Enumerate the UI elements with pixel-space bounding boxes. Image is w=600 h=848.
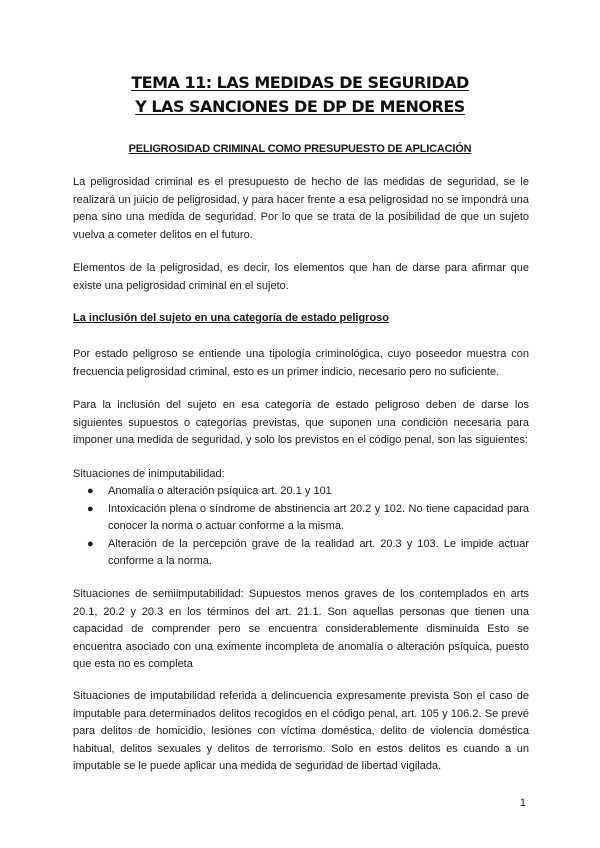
paragraph-imputabilidad: Situaciones de imputabilidad referida a delincuencia expresamente prevista Son el caso de imputable para determinados delitos recogidos en el código penal, art. 105 y 106.2. Se prevé para delitos de homicidio, lesiones con víctima doméstica, delito de violencia doméstica habitual, delitos sexuales y delitos de terrorismo. Solo en estos delitos es cuando a un imputable se le puede aplicar una medida de seguridad de libertad vigilada. <box>73 690 529 773</box>
paragraph-inclusion: Para la inclusión del sujeto en esa categoría de estado peligroso deben de darse los siguientes supuestos o categorías previstas, que suponen una condición necesaria para imponer una medida de seguridad, y solo los previstos en el código penal, son las siguientes: <box>73 399 529 447</box>
list-item-text: Alteración de la percepción grave de la realidad art. 20.3 y 103. Le impide actuar conforme a la norma. <box>108 537 529 568</box>
list-item <box>73 536 529 571</box>
inimputabilidad-list <box>73 483 529 571</box>
paragraph-estado-peligroso: Por estado peligroso se entiende una tipología criminológica, cuyo poseedor muestra con frecuencia peligrosidad criminal, esto es un primer indicio, necesario pero no suficiente. <box>73 348 529 378</box>
list-item <box>73 501 529 536</box>
list-item <box>73 483 529 501</box>
paragraph-semiimputabilidad: Situaciones de semiimputabilidad: Supuestos menos graves de los contemplados en arts 20.1, 20.2 y 20.3 en los términos del art. 21.1. Son aquellas personas que tienen una capacidad de comprender pero se encuentra considerablemente disminuida Esto se encuentra asociado con una eximente incompleta de anomalía o alteración psíquica, puesto que esta no es completa <box>73 588 529 671</box>
list-intro: Situaciones de inimputabilidad: <box>73 468 225 480</box>
list-item-text: Intoxicación plena o síndrome de abstinencia art 20.2 y 102. No tiene capacidad para conocer la norma o actuar conforme a la misma. <box>108 502 529 533</box>
section-subtitle: PELIGROSIDAD CRIMINAL COMO PRESUPUESTO DE APLICACIÓN <box>128 143 472 155</box>
document-title-line-1: TEMA 11: LAS MEDIDAS DE SEGURIDAD <box>131 73 469 92</box>
bullet-icon: ● <box>87 485 94 497</box>
paragraph-peligrosidad: La peligrosidad criminal es el presupuesto de hecho de las medidas de seguridad, se le realizará un juicio de peligrosidad, y para hacer frente a esa peligrosidad no se impondrá una pena sino una medida de seguridad. Por lo que se trata de la posibilidad de que un sujeto vuelva a cometer delitos en el futuro. <box>73 176 529 241</box>
bullet-icon: ● <box>87 502 94 515</box>
paragraph-elementos: Elementos de la peligrosidad, es decir, los elementos que han de darse para afirmar que existe una peligrosidad criminal en el sujeto. <box>73 262 529 292</box>
bullet-icon: ● <box>87 537 94 550</box>
document-title-line-2: Y LAS SANCIONES DE DP DE MENORES <box>135 97 465 116</box>
list-item-text: Anomalía o alteración psíquica art. 20.1 y 101 <box>108 485 332 497</box>
section-heading: La inclusión del sujeto en una categoría de estado peligroso <box>73 312 390 324</box>
page-number: 1 <box>519 797 526 809</box>
